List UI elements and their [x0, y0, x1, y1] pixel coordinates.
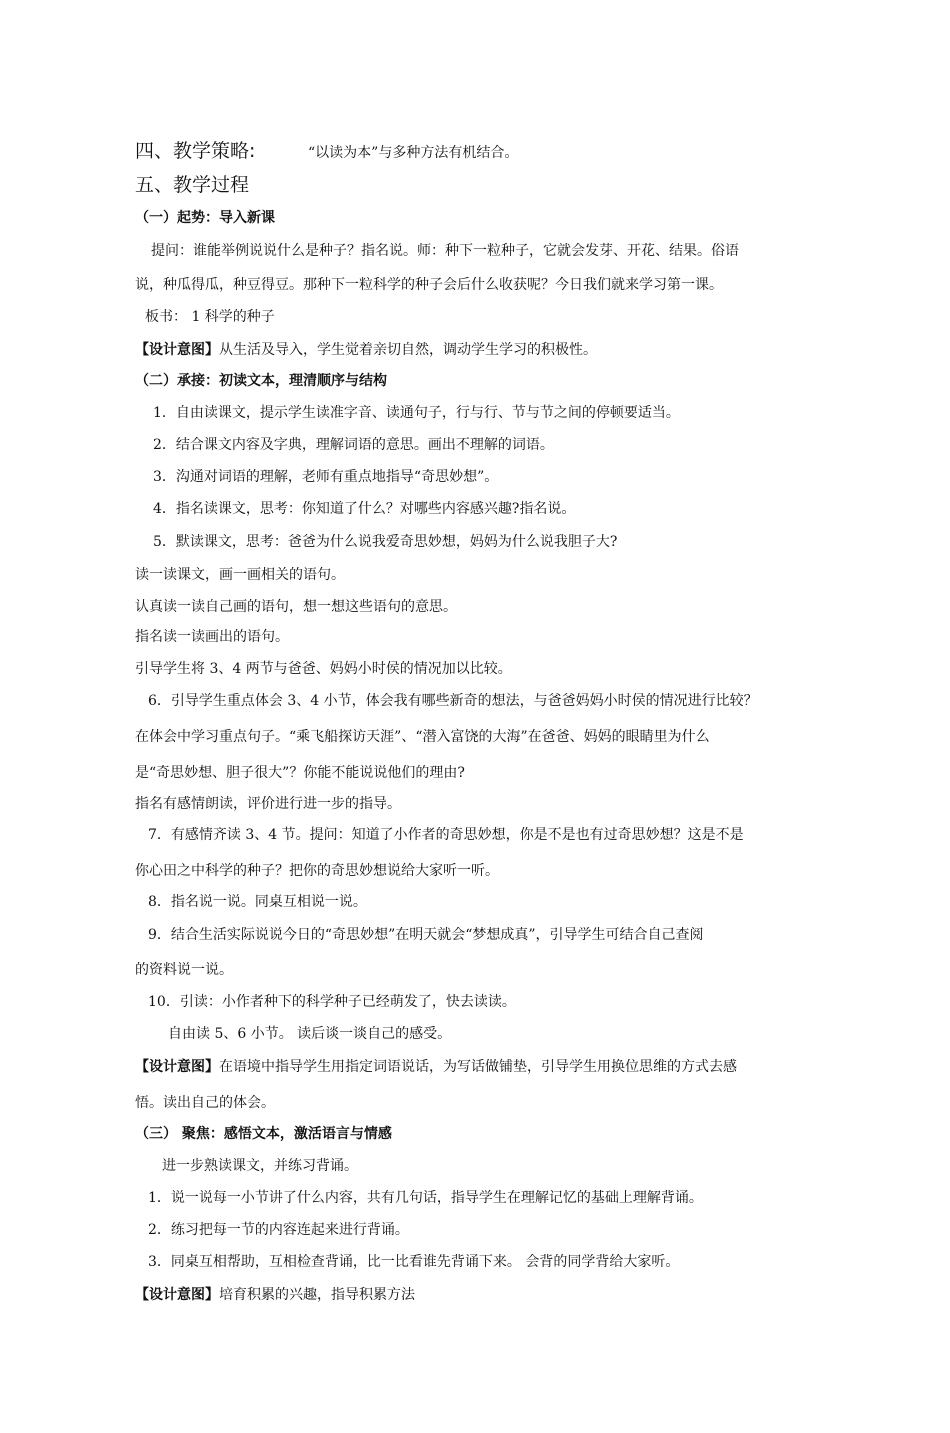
part2-intent-line1: [135, 1057, 737, 1077]
design-intent-text: 从生活及导入，学生觉着亲切自然，调动学生学习的积极性。: [219, 342, 597, 358]
part1-title: （一）起势：导入新课: [135, 210, 275, 226]
part1-board: 板书： 1 科学的种子: [145, 309, 275, 325]
part3-intro: 进一步熟读课文，并练习背诵。: [162, 1158, 358, 1174]
part2-intent-line2: 悟。读出自己的体会。: [135, 1095, 275, 1111]
part2-step-5: 5．默读课文，思考：爸爸为什么说我爱奇思妙想，妈妈为什么说我胆子大?: [153, 534, 618, 550]
part2-step-6-line2: 在体会中学习重点句子。“乘飞船探访天涯”、“潜入富饶的大海”在爸爸、妈妈的眼睛里为什么: [135, 729, 710, 745]
part3-step-2: 2．练习把每一节的内容连起来进行背诵。: [148, 1222, 409, 1238]
part2-read-1: 读一读课文，画一画相关的语句。: [135, 567, 345, 583]
design-intent-label: 【设计意图】: [135, 342, 219, 358]
part3-step-3: 3．同桌互相帮助，互相检查背诵，比一比看谁先背诵下来。 会背的同学背给大家听。: [148, 1254, 680, 1270]
strategy-colon: :: [249, 140, 256, 162]
part2-step-1: 1．自由读课文，提示学生读准字音、读通句子，行与行、节与节之间的停顿要适当。: [153, 405, 680, 421]
part2-step-3: 3．沟通对词语的理解，老师有重点地指导“奇思妙想”。: [153, 469, 499, 485]
part2-read-4: 引导学生将 3、4 两节与爸爸、妈妈小时侯的情况加以比较。: [135, 661, 512, 677]
part2-step-8: 8．指名说一说。同桌互相说一说。: [148, 894, 367, 910]
design-intent-label: 【设计意图】: [135, 1287, 219, 1303]
part1-para-line2: 说，种瓜得瓜，种豆得豆。那种下一粒科学的种子会后什么收获呢？今日我们就来学习第一课。: [135, 277, 723, 293]
part2-read-2: 认真读一读自己画的语句，想一想这些语句的意思。: [135, 599, 457, 615]
part2-step-9-line2: 的资料说一说。: [135, 962, 233, 978]
part2-read-3: 指名读一读画出的语句。: [135, 629, 289, 645]
strategy-line: [135, 138, 255, 164]
part2-step-7-line1: 7．有感情齐读 3、4 节。提问：知道了小作者的奇思妙想，你是不是也有过奇思妙想？这是不是: [148, 827, 744, 843]
part3-step-1: 1．说一说每一小节讲了什么内容，共有几句话，指导学生在理解记忆的基础上理解背诵。: [148, 1190, 703, 1206]
strategy-heading: 四、教学策略: [135, 140, 250, 162]
part2-step-10: 10．引读：小作者种下的科学种子已经萌发了，快去读读。: [148, 994, 516, 1010]
part2-step-7-line2: 你心田之中科学的种子？把你的奇思妙想说给大家听一听。: [135, 863, 499, 879]
part2-step-6-line3: 是“奇思妙想、胆子很大”？你能不能说说他们的理由?: [135, 765, 465, 781]
process-heading: 五、教学过程: [135, 174, 250, 196]
design-intent-label: 【设计意图】: [135, 1059, 219, 1075]
part2-step-6-line4: 指名有感情朗读，评价进行进一步的指导。: [135, 796, 401, 812]
part2-step-9-line1: 9．结合生活实际说说今日的“奇思妙想”在明天就会“梦想成真”，引导学生可结合自己查阅: [148, 927, 704, 943]
part2-step-10b: 自由读 5、6 小节。 读后谈一谈自己的感受。: [168, 1026, 452, 1042]
part3-title: （三） 聚焦：感悟文本，激活语言与情感: [135, 1126, 392, 1142]
design-intent-text: 培育积累的兴趣，指导积累方法: [219, 1287, 415, 1303]
part2-title: （二）承接：初读文本，理清顺序与结构: [135, 373, 387, 389]
strategy-text: “以读为本”与多种方法有机结合。: [308, 145, 519, 161]
part1-intent: [135, 340, 597, 360]
part2-step-4: 4．指名读课文，思考：你知道了什么？对哪些内容感兴趣?指名说。: [153, 501, 576, 517]
part1-para-line1: 提问：谁能举例说说什么是种子？指名说。师：种下一粒种子，它就会发芽、开花、结果。俗语: [151, 243, 739, 259]
design-intent-text: 在语境中指导学生用指定词语说话，为写话做铺垫，引导学生用换位思维的方式去感: [219, 1059, 737, 1075]
part2-step-6-line1: 6．引导学生重点体会 3、4 小节，体会我有哪些新奇的想法，与爸爸妈妈小时侯的情况进行比较？: [148, 693, 758, 709]
part2-step-2: 2．结合课文内容及字典，理解词语的意思。画出不理解的词语。: [153, 437, 554, 453]
part3-intent: [135, 1285, 415, 1305]
